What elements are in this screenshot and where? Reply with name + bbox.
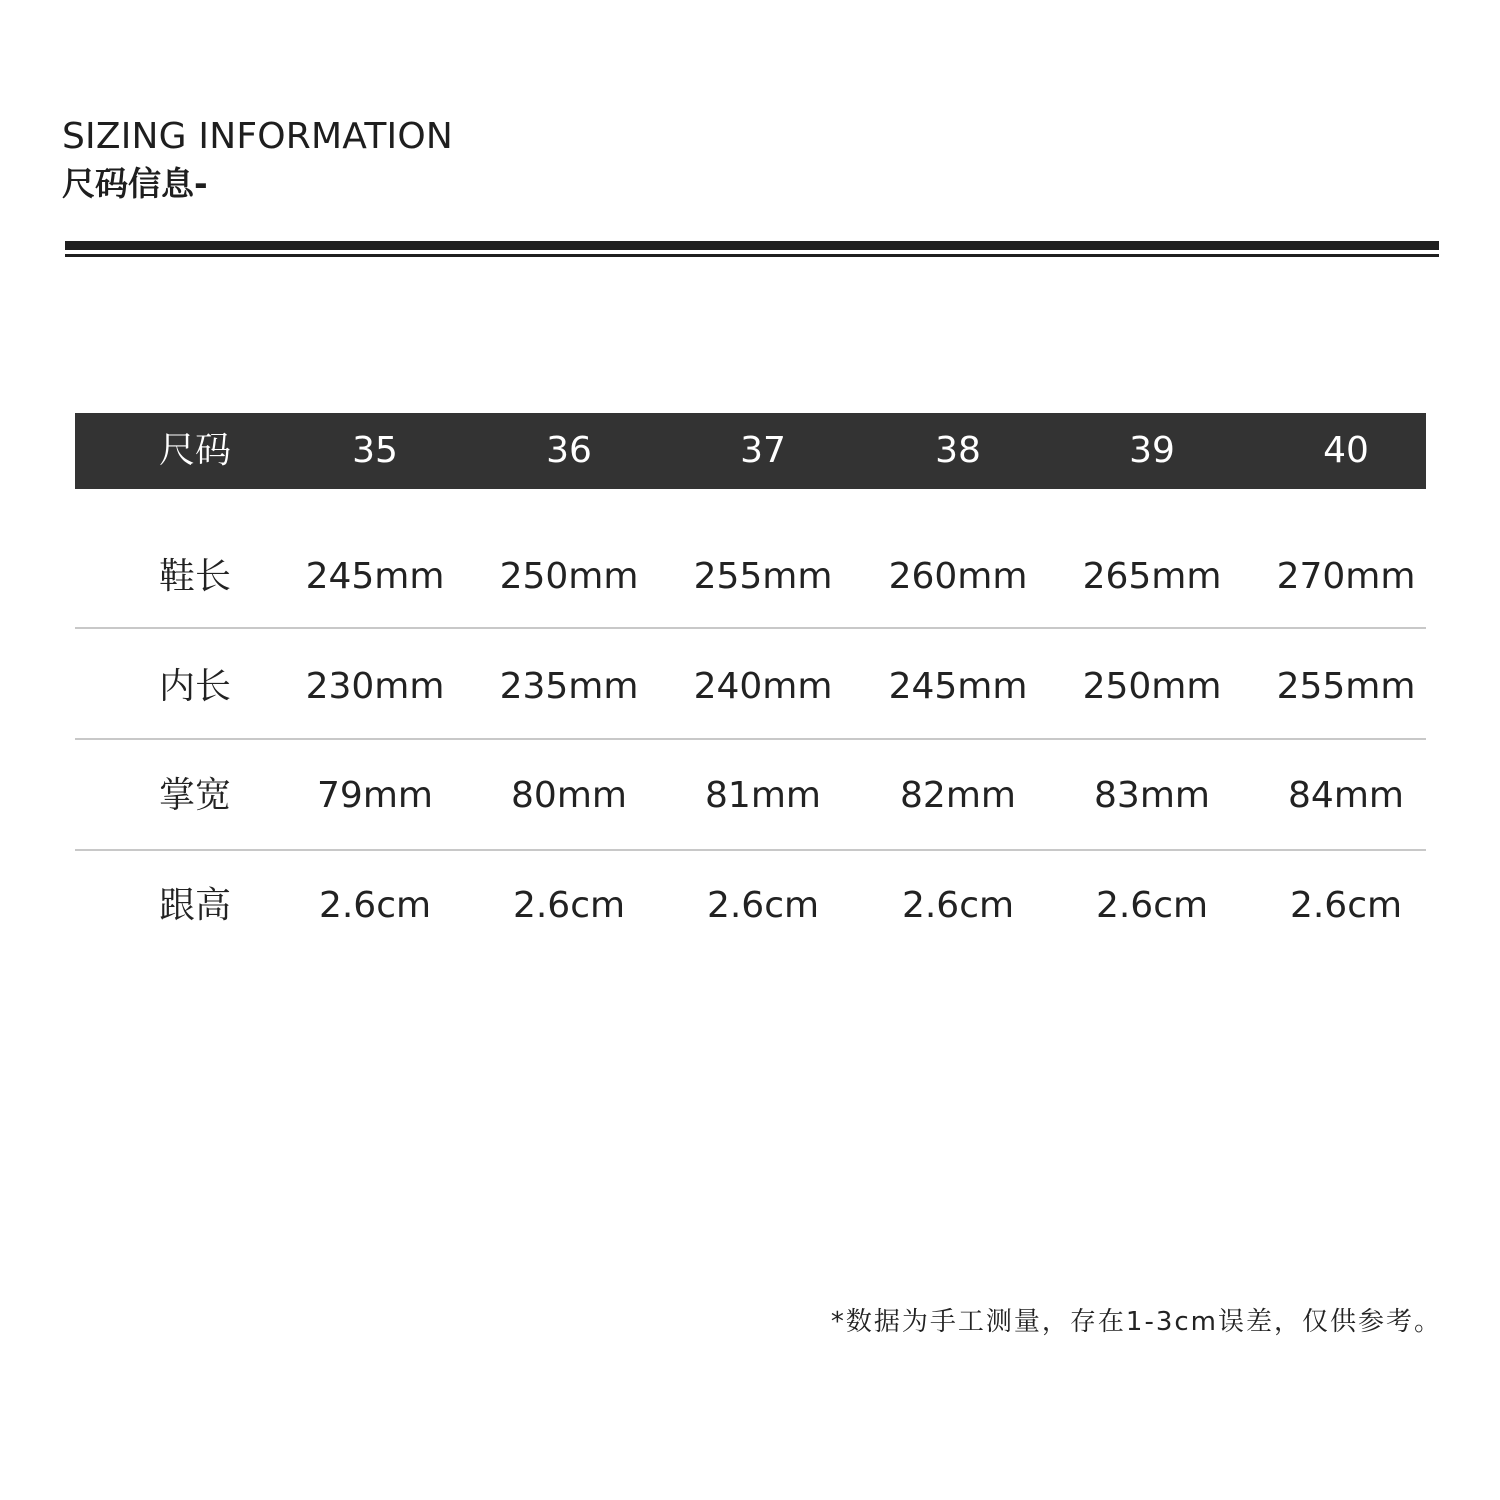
table-cell: 235mm — [499, 666, 639, 707]
row-label-shoe-length: 鞋长 — [158, 556, 231, 597]
table-row-shoe-length-abs — [75, 489, 1426, 629]
header-label-size: 尺码 — [158, 430, 231, 471]
table-cell: 83mm — [1094, 775, 1210, 816]
header-size-37: 37 — [740, 430, 786, 471]
table-cell: 80mm — [511, 775, 627, 816]
divider-thin — [65, 254, 1439, 257]
table-cell: 265mm — [1082, 556, 1222, 597]
size-table-header — [75, 413, 1426, 489]
header-size-36: 36 — [546, 430, 592, 471]
table-cell: 2.6cm — [706, 885, 820, 926]
table-cell: 245mm — [888, 666, 1028, 707]
table-cell: 250mm — [499, 556, 639, 597]
table-cell: 255mm — [693, 556, 833, 597]
table-cell: 2.6cm — [1289, 885, 1403, 926]
header-size-38: 38 — [935, 430, 981, 471]
table-cell: 255mm — [1276, 666, 1416, 707]
table-cell: 2.6cm — [512, 885, 626, 926]
table-cell: 82mm — [900, 775, 1016, 816]
table-cell: 270mm — [1276, 556, 1416, 597]
table-cell: 250mm — [1082, 666, 1222, 707]
size-table — [75, 413, 1426, 489]
divider-thick — [65, 241, 1439, 250]
footnote: *数据为手工测量，存在1-3cm误差，仅供参考。 — [830, 1307, 1442, 1337]
page-title: SIZING INFORMATION — [62, 116, 453, 157]
table-cell: 79mm — [317, 775, 433, 816]
header-size-35: 35 — [352, 430, 398, 471]
table-cell: 240mm — [693, 666, 833, 707]
table-row-inner-length — [75, 629, 1426, 740]
row-label-heel-height: 跟高 — [158, 885, 231, 926]
row-label-inner-length: 内长 — [158, 666, 231, 707]
page-subtitle: 尺码信息- — [62, 164, 208, 203]
header-size-39: 39 — [1129, 430, 1175, 471]
table-cell: 245mm — [305, 556, 445, 597]
table-cell: 2.6cm — [901, 885, 1015, 926]
table-row-heel-height — [75, 851, 1426, 962]
row-label-ball-width: 掌宽 — [158, 775, 231, 816]
table-cell: 84mm — [1288, 775, 1404, 816]
table-cell: 2.6cm — [1095, 885, 1209, 926]
header-size-40: 40 — [1323, 430, 1369, 471]
table-cell: 2.6cm — [318, 885, 432, 926]
table-row-ball-width — [75, 740, 1426, 851]
table-cell: 81mm — [705, 775, 821, 816]
table-cell: 260mm — [888, 556, 1028, 597]
table-cell: 230mm — [305, 666, 445, 707]
